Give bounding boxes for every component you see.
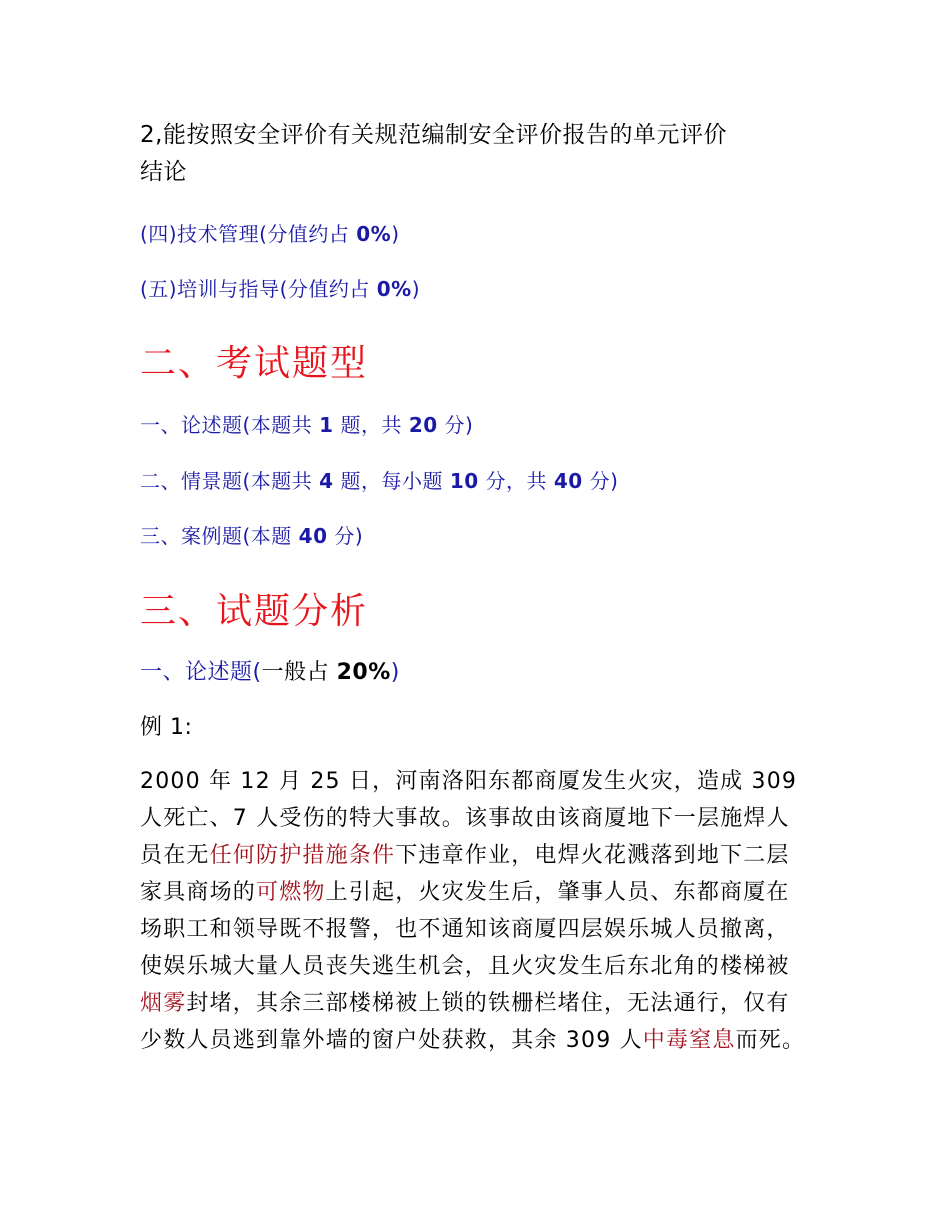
heading-exam-types: 二、考试题型 bbox=[140, 343, 369, 384]
highlight-protection: 任何防护措施条件 bbox=[209, 843, 396, 868]
intro-line-2: 结论 bbox=[140, 159, 187, 185]
heading-question-analysis: 三、试题分析 bbox=[140, 591, 369, 632]
case-paragraph: 2000 年 12 月 25 日，河南洛阳东都商厦发生火灾，造成 309 人死亡、7 人受伤的特大事故。该事故由该商厦地下一层施焊人员在无任何防护措施条件下违章作业，电焊火花溅落到地下二层家具商场的可燃物上引起，火灾发生后，肇事人员、东都商厦在场职工和领导既不报警，也不通知该商厦四层娱乐城人员撤离，使娱乐城大量人员丧失逃生机会，且火灾发生后东北角的楼梯被烟雾封堵，其余三部楼梯被上锁的铁栅栏堵住，无法通行，仅有少数人员逃到靠外墙的窗户处获救，其余 309 人中毒窒息而死。 bbox=[140, 769, 806, 1053]
intro-text bbox=[140, 117, 727, 191]
intro-line-1: 2,能按照安全评价有关规范编制安全评价报告的单元评价 bbox=[140, 122, 727, 148]
example-label: 例 1: bbox=[140, 715, 193, 740]
exam-type-case: 三、案例题(本题 40 分) bbox=[140, 524, 364, 548]
highlight-smoke: 烟雾 bbox=[140, 991, 187, 1016]
analysis-essay-subheading: 一、论述题(一般占 20%) bbox=[140, 660, 400, 685]
section-tech-management: (四)技术管理(分值约占 0%) bbox=[140, 222, 400, 246]
section-training: (五)培训与指导(分值约占 0%) bbox=[140, 277, 421, 301]
exam-type-essay: 一、论述题(本题共 1 题，共 20 分) bbox=[140, 413, 474, 437]
highlight-combustible: 可燃物 bbox=[256, 880, 326, 905]
exam-type-scenario: 二、情景题(本题共 4 题，每小题 10 分，共 40 分) bbox=[140, 469, 619, 493]
highlight-poisoning: 中毒窒息 bbox=[642, 1028, 736, 1053]
